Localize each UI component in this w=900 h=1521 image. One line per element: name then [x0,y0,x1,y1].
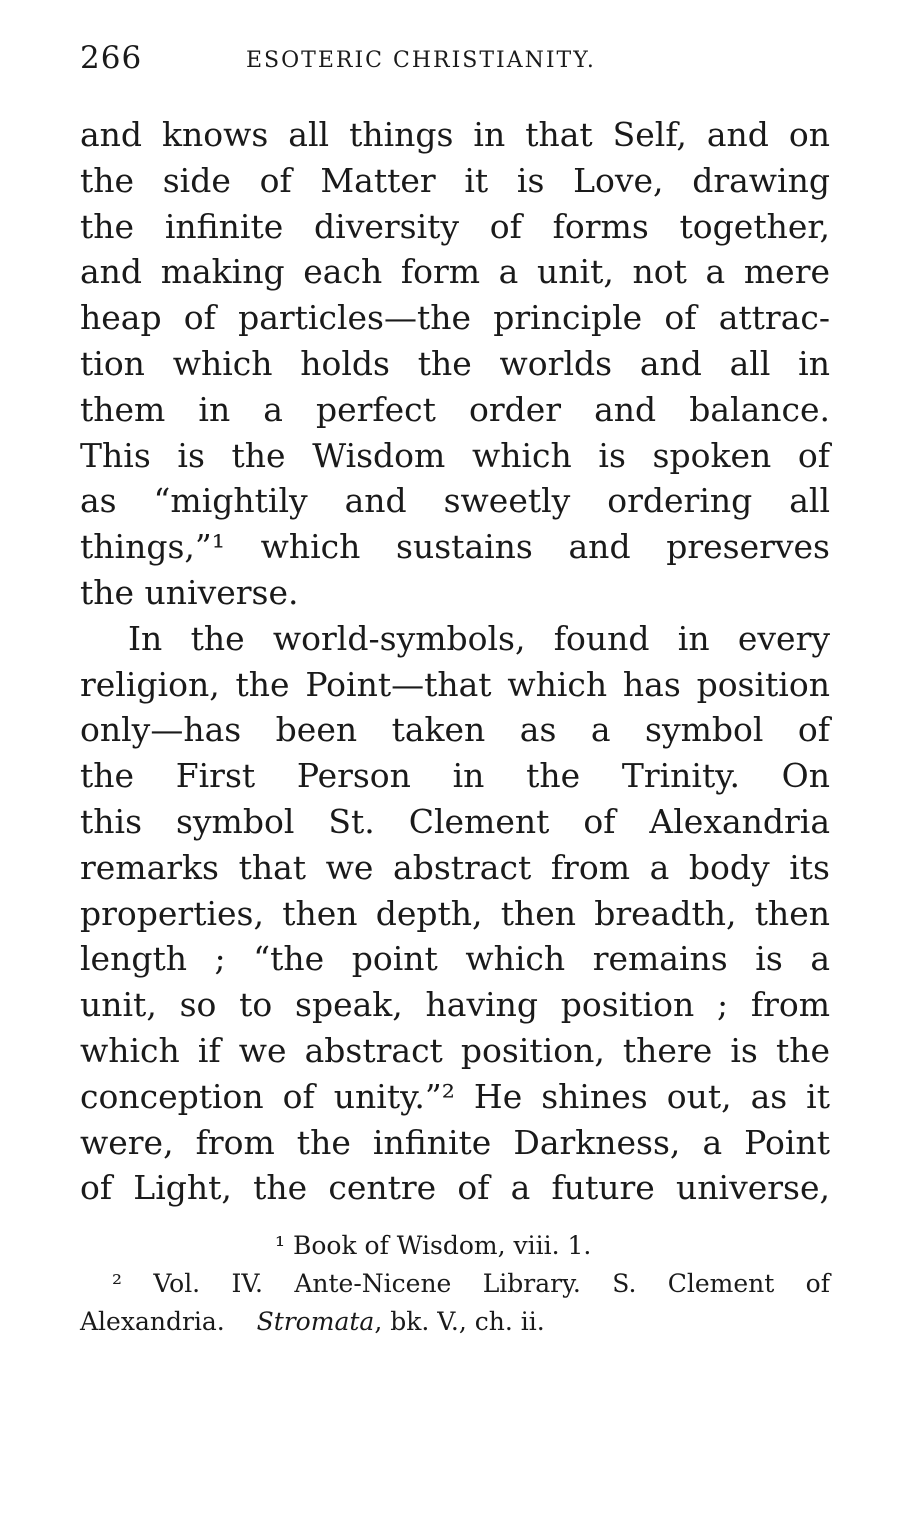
footnote-2-prefix: Alexandria. [80,1307,225,1336]
footnote-2-suffix: , bk. V., ch. ii. [374,1307,545,1336]
text-line: properties, then depth, then breadth, then [80,893,830,933]
running-head: ESOTERIC CHRISTIANITY. [246,48,596,73]
text-line: length ; “the point which remains is a [80,939,830,979]
page-number: 266 [80,40,143,76]
text-line: religion, the Point—that which has position [80,664,830,704]
text-line: the universe. [80,572,299,612]
text-line: unit, so to speak, having position ; from [80,985,830,1025]
footnote-2-continued [80,1303,830,1341]
footnote-2-title: Stromata [256,1307,375,1336]
text-line: were, from the infinite Darkness, a Point [80,1122,830,1162]
text-line: and knows all things in that Self, and on [80,115,830,154]
text-line: the infinite diversity of forms together, [80,206,830,246]
footnote-2: ² Vol. IV. Ante-Nicene Library. S. Clement of [112,1269,830,1298]
text-line: and making each form a unit, not a mere [80,252,830,292]
body-text [80,112,830,1211]
text-line: heap of particles—the principle of attrac- [80,298,830,338]
text-line: which if we abstract position, there is the [80,1030,830,1070]
text-line: remarks that we abstract from a body its [80,847,830,887]
text-line: only—has been taken as a symbol of [80,710,830,750]
text-line: In the world-symbols, found in every [128,618,830,658]
footnotes [80,1227,830,1341]
page-header [80,40,830,80]
text-line: of Light, the centre of a future universe, [80,1168,830,1208]
text-line: This is the Wisdom which is spoken of [80,435,830,475]
text-line: conception of unity.”² He shines out, as it [80,1076,830,1116]
text-line: things,”¹ which sustains and preserves [80,527,830,567]
text-line: the First Person in the Trinity. On [80,756,830,796]
footnote-1: ¹ Book of Wisdom, viii. 1. [275,1231,592,1260]
text-line: this symbol St. Clement of Alexandria [80,801,830,841]
text-line: them in a perfect order and balance. [80,389,830,429]
text-line: the side of Matter it is Love, drawing [80,160,830,200]
text-line: as “mightily and sweetly ordering all [80,481,830,521]
text-line: tion which holds the worlds and all in [80,343,830,383]
